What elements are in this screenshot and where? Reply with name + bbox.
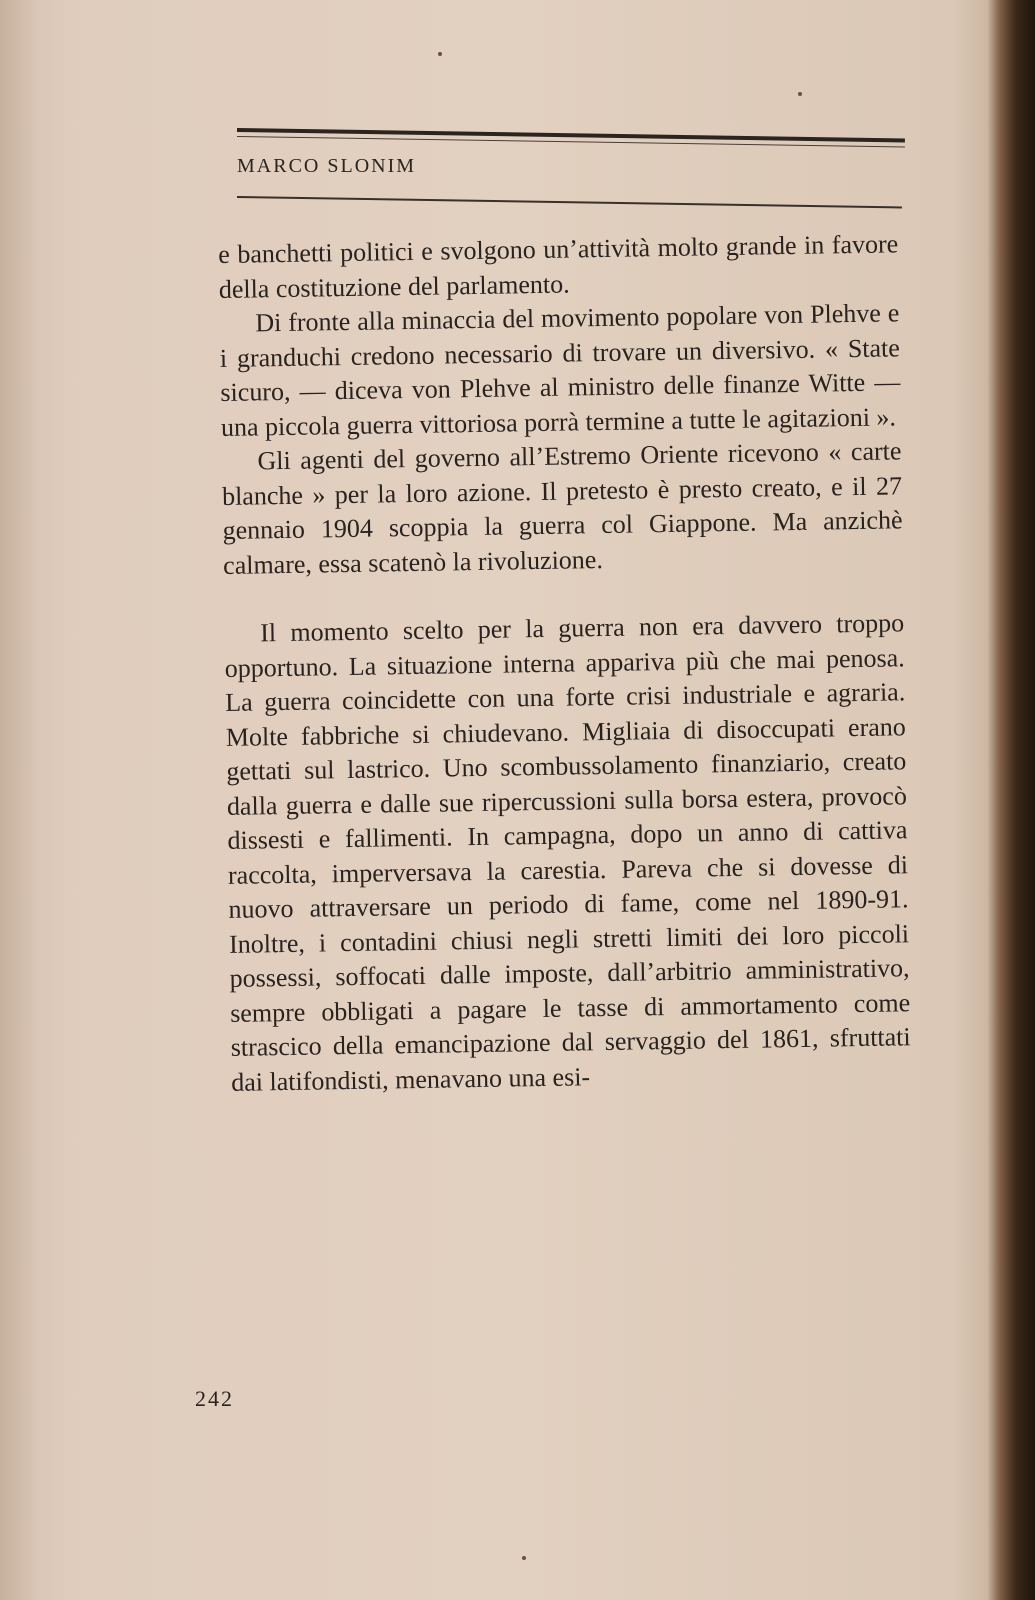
paper-speck <box>522 1556 526 1560</box>
paragraph: e banchetti politici e svolgono un’attività molto grande in favore della costituzione del parlamento. <box>218 229 899 304</box>
body-text <box>218 227 911 1100</box>
paragraph: Il momento scelto per la guerra non era davvero troppo opportuno. La situazione interna appariva più che mai penosa. La guerra coincidette con una forte crisi industriale e agraria. Molte fabbriche si chiudevano. Migliaia di disoccupati erano gettati sul lastrico. Uno scombussolamento finanziario, creato dalla guerra e dalle sue ripercussioni sulla borsa estera, provocò dissesti e fallimenti. In campagna, dopo un anno di cattiva raccolta, imperversava la carestia. Pareva che si dovesse di nuovo attraversare un periodo di fame, come nel 1890-91. Inoltre, i contadini chiusi negli stretti limiti dei loro piccoli possessi, soffocati dalle imposte, dall’arbitrio amministrativo, sempre obbligati a pagare le tasse di ammortamento come strascico della emancipazione dal servaggio del 1861, sfruttati dai latifondisti, menavano una esi- <box>224 608 911 1097</box>
paper-speck <box>438 52 442 56</box>
page-number: 242 <box>195 1386 234 1411</box>
header-underline <box>237 196 902 208</box>
book-spine <box>987 0 1035 1600</box>
paragraph: Di fronte alla minaccia del movimento popolare von Plehve e i granduchi credono necessario di trovare un diversivo. « State sicuro, — diceva von Plehve al ministro delle finanze Witte — una piccola guerra vittoriosa porrà termine a tutte le agitazioni ». <box>219 298 901 442</box>
page-edge-shadow <box>0 0 40 1600</box>
paper-speck <box>798 92 802 96</box>
running-head: MARCO SLONIM <box>237 155 417 177</box>
paragraph: Gli agenti del governo all’Estremo Oriente ricevono « carte blanche » per la loro azione. Il pretesto è presto creato, e il 27 gennaio 1904 scoppia la guerra col Giappone. Ma anzichè calmare, essa scatenò la rivoluzione. <box>221 436 903 580</box>
